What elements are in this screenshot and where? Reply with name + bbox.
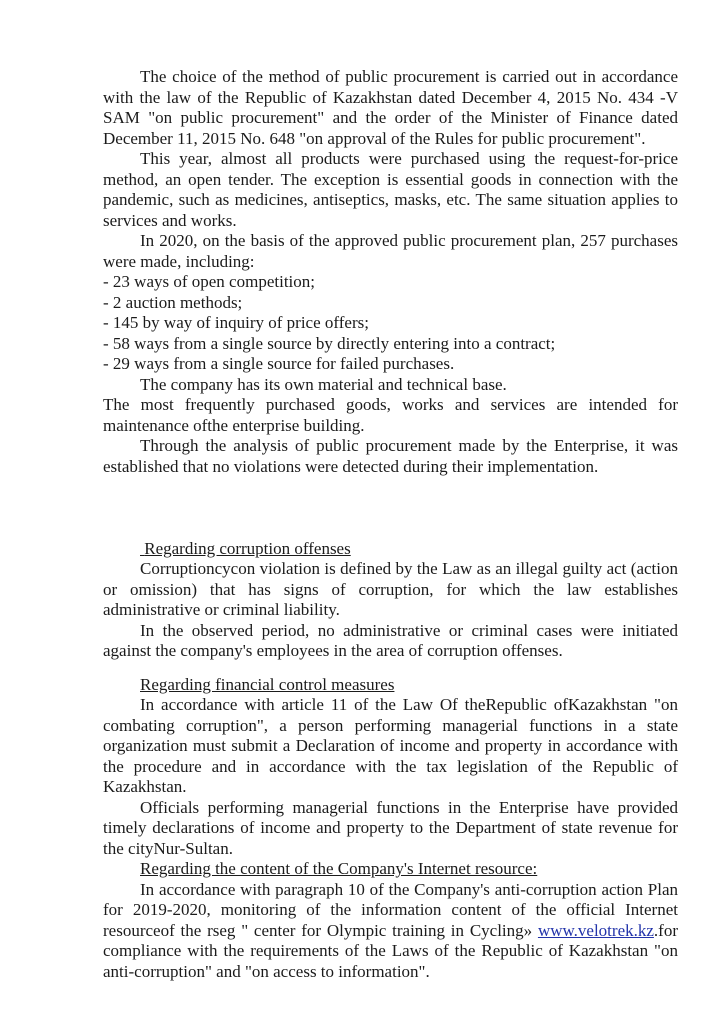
blank-lines bbox=[103, 477, 678, 539]
list-item: - 145 by way of inquiry of price offers; bbox=[103, 313, 369, 332]
velotrek-link[interactable]: www.velotrek.kz bbox=[537, 920, 654, 940]
paragraph: In 2020, on the basis of the approved public procurement plan, 257 purchases were made, including: bbox=[103, 231, 678, 271]
paragraph: Corruptioncycon violation is defined by the Law as an illegal guilty act (action or omission) that has signs of corruption, for which the law establishes administrative or criminal liability. bbox=[103, 559, 678, 619]
list-item: - 2 auction methods; bbox=[103, 292, 243, 312]
section-heading: Regarding financial control measures bbox=[140, 674, 395, 694]
section-heading: Regarding the content of the Company's Internet resource: bbox=[140, 859, 538, 879]
paragraph-text: In accordance with paragraph 10 of the Company's anti-corruption action Plan for 2019-2020, monitoring of the information content of the official Internet resourceof the rseg " center for Olympic training in Cycling» bbox=[103, 879, 678, 940]
list-item: - 23 ways of open competition; bbox=[103, 272, 315, 291]
paragraph: Officials performing managerial functions in the Enterprise have provided timely declarations of income and property to the Department of state revenue for the cityNur-Sultan. bbox=[103, 797, 678, 858]
paragraph bbox=[103, 880, 678, 983]
paragraph: The choice of the method of public procurement is carried out in accordance with the law of the Republic of Kazakhstan dated December 4, 2015 No. 434 -V SAM "on public procurement" and the order of the Minister of Finance dated December 11, 2015 No. 648 "on approval of the Rules for public procurement". bbox=[103, 67, 678, 148]
paragraph: This year, almost all products were purchased using the request-for-price method, an open tender. The exception is essential goods in connection with the pandemic, such as medicines, antiseptics, masks, etc. The same situation applies to services and works. bbox=[103, 149, 678, 230]
paragraph: In the observed period, no administrative or criminal cases were initiated against the company's employees in the area of corruption offenses. bbox=[103, 620, 678, 660]
list-item: - 58 ways from a single source by directly entering into a contract; bbox=[103, 333, 556, 353]
paragraph: Through the analysis of public procurement made by the Enterprise, it was established that no violations were detected during their implementation. bbox=[103, 436, 678, 476]
blank-lines bbox=[103, 662, 678, 675]
paragraph: The company has its own material and technical base. bbox=[140, 374, 507, 394]
paragraph: In accordance with article 11 of the Law Of theRepublic ofKazakhstan "on combating corruption", a person performing managerial functions in a state organization must submit a Declaration of income and property in accordance with the procedure and in accordance with the tax legislation of the Republic of Kazakhstan. bbox=[103, 695, 678, 797]
paragraph: The most frequently purchased goods, works and services are intended for maintenance ofthe enterprise building. bbox=[103, 395, 678, 435]
list-item: - 29 ways from a single source for failed purchases. bbox=[103, 354, 455, 373]
paragraph-text: .for compliance with the requirements of the Laws of the Republic of Kazakhstan "on anti-corruption" and "on access to information". bbox=[103, 920, 678, 981]
section-heading: Regarding corruption offenses bbox=[140, 538, 351, 558]
